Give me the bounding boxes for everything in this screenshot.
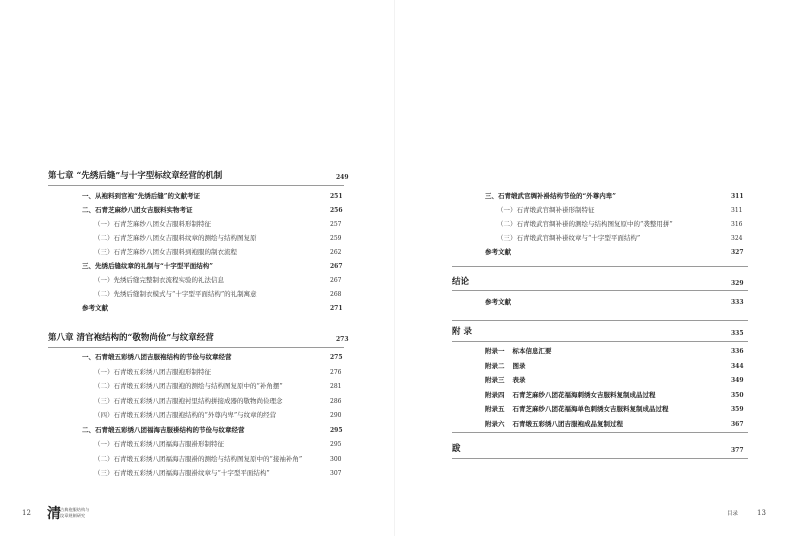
right-page xyxy=(395,0,790,536)
toc-entry-page: 281 xyxy=(330,383,342,390)
toc-entry xyxy=(94,440,342,449)
appendix-page: 335 xyxy=(731,330,744,337)
toc-entry-page: 268 xyxy=(330,291,342,298)
chapter-7-heading xyxy=(48,170,349,182)
appendix-entry-page: 359 xyxy=(731,406,744,413)
toc-entry-page: 295 xyxy=(330,426,343,434)
toc-entry xyxy=(94,396,342,406)
toc-entry-page: 290 xyxy=(330,412,342,419)
toc-entry-title: （三）石青芝麻纱八团女吉服料到袍服的制衣流程 xyxy=(94,248,237,256)
toc-entry xyxy=(94,276,342,285)
appendix-entry xyxy=(485,390,744,400)
appendix-entry xyxy=(485,376,744,385)
conclusion-top-rule xyxy=(452,266,748,267)
appendix-entry xyxy=(485,405,744,414)
toc-entry-page: 271 xyxy=(330,305,343,312)
toc-entry xyxy=(82,304,343,313)
postscript-title: 跋 xyxy=(452,444,461,454)
logo-line-2: 纹章规制研究 xyxy=(60,513,86,518)
appendix-entry-label: 附录四 xyxy=(485,390,505,399)
postscript-heading xyxy=(452,443,744,455)
toc-entry-title: （一）石青芝麻纱八团女吉服料形制特征 xyxy=(94,220,211,228)
toc-entry xyxy=(94,367,342,377)
conclusion-references-page: 333 xyxy=(731,299,744,306)
toc-entry xyxy=(497,206,743,215)
appendix-entry-label: 附录六 xyxy=(485,419,505,428)
postscript-page: 377 xyxy=(731,447,744,454)
right-page-number: 13 xyxy=(757,509,766,517)
toc-entry-title: 一、石青缎五彩绣八团吉服袍结构的节俭与纹章经营 xyxy=(82,353,232,361)
toc-entry-page: 267 xyxy=(330,277,342,284)
toc-entry-title: 三、石青缎武官绸补褂结构节俭的“外尊内卑” xyxy=(485,192,616,200)
appendix-title: 附 录 xyxy=(452,327,472,337)
toc-entry-title: （一）石青缎五彩绣八团吉服袍形制特征 xyxy=(94,367,211,376)
postscript-rule xyxy=(452,458,748,459)
toc-entry-title: （三）石青缎五彩绣八团吉服袍衬里结构拼接成器的敬物尚俭理念 xyxy=(94,396,283,405)
toc-entry-title: 参考文献 xyxy=(485,248,511,256)
appendix-entry-label: 附录二 xyxy=(485,361,505,370)
toc-entry xyxy=(82,192,343,201)
toc-entry-page: 286 xyxy=(330,397,342,405)
chapter-7-rule xyxy=(48,185,344,186)
toc-entry-title: （二）先绣后缝制衣模式与“十字型平面结构”的礼制寓意 xyxy=(94,290,257,298)
appendix-entry-label: 附录三 xyxy=(485,376,505,384)
appendix-entry-title: 标本信息汇要 xyxy=(512,347,552,355)
logo-character: 清 xyxy=(47,506,61,522)
toc-entry-page: 267 xyxy=(330,263,343,270)
toc-entry-page: 251 xyxy=(330,193,343,200)
toc-entry-title: （四）石青缎五彩绣八团吉服袍结构的“外尊内卑”与纹章的经营 xyxy=(94,411,277,419)
conclusion-rule xyxy=(452,290,748,291)
toc-entry-title: （一）先绣后缝完整制衣流程实验的礼法信息 xyxy=(94,276,224,284)
postscript-top-rule xyxy=(452,432,748,433)
toc-entry-title: （一）石青缎五彩绣八团福海吉服褂形制特征 xyxy=(94,440,224,448)
appendix-entry-title: 图录 xyxy=(512,361,526,370)
conclusion-page: 329 xyxy=(731,280,744,287)
toc-entry xyxy=(497,234,743,243)
toc-entry-page: 257 xyxy=(330,221,342,228)
appendix-rule xyxy=(452,341,748,342)
toc-entry-title: 参考文献 xyxy=(82,304,108,312)
toc-entry-page: 275 xyxy=(330,354,343,361)
chapter-7-page: 249 xyxy=(336,174,349,181)
toc-entry-page: 316 xyxy=(731,221,743,228)
toc-entry xyxy=(497,220,743,229)
toc-entry xyxy=(94,220,342,229)
conclusion-references-label: 参考文献 xyxy=(485,298,511,306)
appendix-entry-page: 350 xyxy=(731,391,744,399)
appendix-entry xyxy=(485,361,744,371)
book-logo xyxy=(47,503,107,523)
toc-entry-title: （三）石青缎五彩绣八团福海吉服褂纹章与“十字型平面结构” xyxy=(94,469,270,477)
toc-entry-page: 259 xyxy=(330,235,342,242)
toc-entry-page: 256 xyxy=(330,207,343,214)
conclusion-title: 结论 xyxy=(452,277,470,287)
appendix-heading xyxy=(452,326,744,338)
toc-entry xyxy=(82,206,343,215)
appendix-entry-page: 367 xyxy=(731,420,744,428)
toc-entry-title: （二）石青缎五彩绣八团吉服袍的测绘与结构图复原中的“补角摆” xyxy=(94,382,283,390)
toc-entry xyxy=(94,411,342,420)
toc-entry xyxy=(94,382,342,391)
appendix-entry-title: 石青芝麻纱八团花福海单色刺绣女吉服料复制成品过程 xyxy=(512,405,669,413)
chapter-7-title: 第七章 “先绣后缝”与十字型标纹章经营的机制 xyxy=(48,171,223,181)
chapter-8-title: 第八章 清官袍结构的“敬物尚俭”与纹章经营 xyxy=(48,333,214,343)
toc-entry xyxy=(94,454,342,464)
appendix-entry-page: 336 xyxy=(731,348,744,355)
toc-entry-page: 300 xyxy=(330,455,342,463)
appendix-entry-title: 石青缎五彩绣八团吉服袍成品复制过程 xyxy=(512,419,623,428)
toc-entry xyxy=(82,262,343,271)
appendix-entry-page: 344 xyxy=(731,362,744,370)
appendix-entry xyxy=(485,347,744,356)
toc-entry-title: 二、石青缎五彩绣八团福海吉服褂结构的节俭与纹章经营 xyxy=(82,425,245,434)
appendix-entry-page: 349 xyxy=(731,377,744,384)
toc-entry xyxy=(82,353,343,362)
appendix-entry xyxy=(485,419,744,429)
toc-entry-page: 324 xyxy=(731,235,743,242)
toc-entry xyxy=(94,234,342,243)
toc-entry-title: 三、先绣后缝纹章的礼制与“十字型平面结构” xyxy=(82,262,213,270)
toc-entry-title: （二）石青缎武官绸补褂的测绘与结构图复原中的“袭整用拼” xyxy=(497,220,673,228)
chapter-8-page: 273 xyxy=(336,336,349,343)
left-page-number: 12 xyxy=(22,509,31,517)
toc-entry xyxy=(485,192,744,201)
toc-entry-page: 295 xyxy=(330,441,342,448)
chapter-8-rule xyxy=(48,347,344,348)
conclusion-references xyxy=(485,298,744,307)
toc-entry xyxy=(94,248,342,257)
toc-entry-page: 276 xyxy=(330,368,342,376)
toc-entry-page: 327 xyxy=(731,249,744,256)
appendix-top-rule xyxy=(452,320,748,321)
toc-entry xyxy=(94,469,342,478)
appendix-entry-label: 附录五 xyxy=(485,405,505,413)
appendix-entry-label: 附录一 xyxy=(485,347,505,355)
appendix-entry-title: 石青芝麻纱八团花福海刺绣女吉服料复制成品过程 xyxy=(512,390,656,399)
running-head: 目录 xyxy=(727,511,739,517)
chapter-8-heading xyxy=(48,332,349,344)
toc-entry-page: 311 xyxy=(731,193,744,200)
toc-entry-title: （一）石青缎武官绸补褂形制特征 xyxy=(497,206,595,214)
toc-entry-title: （三）石青缎武官绸补褂纹章与“十字型平面结构” xyxy=(497,234,641,242)
toc-entry-title: 二、石青芝麻纱八团女吉服料实物考证 xyxy=(82,206,193,214)
toc-entry xyxy=(485,248,744,257)
toc-entry-title: （二）石青缎五彩绣八团福海吉服褂的测绘与结构图复原中的“接袖补角” xyxy=(94,454,303,463)
toc-entry xyxy=(94,290,342,299)
toc-entry-page: 262 xyxy=(330,249,342,256)
logo-line-1: 古典袍服结构与 xyxy=(60,507,90,512)
toc-entry-title: （二）石青芝麻纱八团女吉服料纹章的测绘与结构图复原 xyxy=(94,234,257,242)
conclusion-heading xyxy=(452,276,744,288)
toc-entry-page: 307 xyxy=(330,470,342,477)
toc-entry-page: 311 xyxy=(731,207,743,214)
toc-entry xyxy=(82,425,343,435)
toc-entry-title: 一、从袍料到官袍“先绣后缝”的文献考证 xyxy=(82,192,200,200)
appendix-entry-title: 表录 xyxy=(512,376,526,384)
